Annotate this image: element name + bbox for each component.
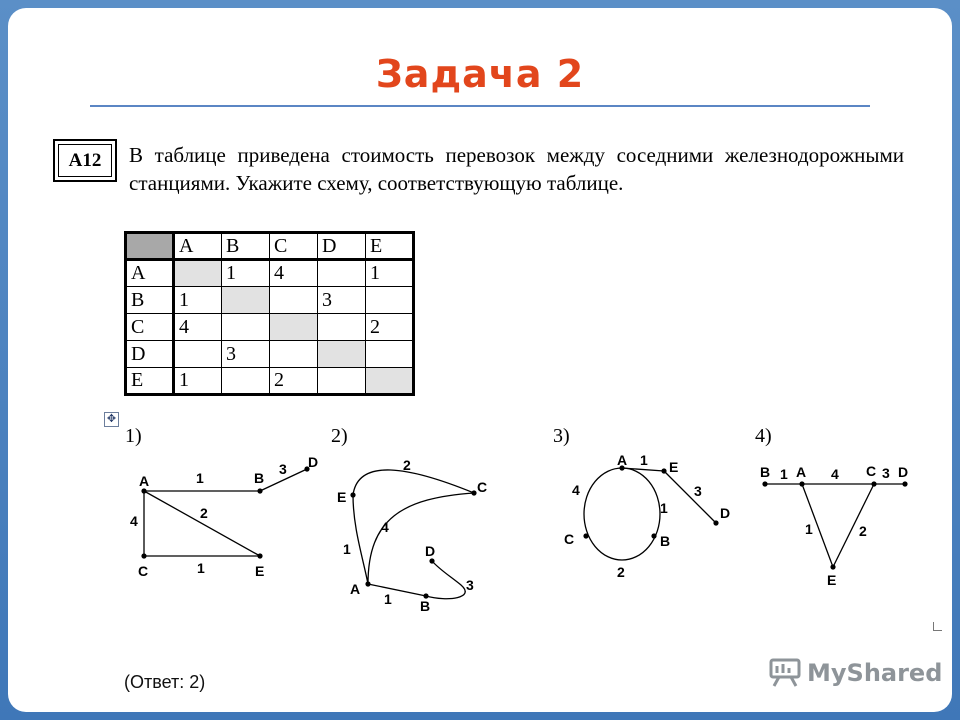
graph-edge [622, 468, 664, 471]
edge-weight: 2 [617, 564, 625, 580]
table-cell: 2 [270, 368, 318, 395]
edge-weight: 4 [130, 513, 138, 529]
graph-node [429, 558, 434, 563]
table-cell: 4 [270, 260, 318, 287]
table-cell: 3 [318, 287, 366, 314]
slide [8, 8, 952, 712]
scheme-option-4[interactable] [755, 425, 908, 588]
node-label: D [720, 505, 731, 521]
option-number: 1) [125, 425, 142, 447]
graph-edge [833, 484, 874, 567]
answer-text: (Ответ: 2) [124, 672, 206, 692]
edge-weight: 2 [859, 523, 867, 539]
logo-text: MyShared [807, 659, 943, 687]
edge-weight: 1 [780, 466, 788, 482]
table-row-header: A [126, 260, 174, 287]
edge-weight: 4 [572, 482, 580, 498]
option-number: 2) [331, 425, 348, 447]
edge-weight: 1 [384, 591, 392, 607]
graph-edge [368, 584, 426, 596]
table-row-header: E [126, 368, 174, 395]
task-text: В таблице приведена стоимость перевозок между соседними железнодорожными станциями. Укажите схему, соответствующую таблице. [129, 143, 904, 195]
table-cell: 1 [222, 260, 270, 287]
node-label: C [866, 463, 877, 479]
edge-weight: 1 [805, 521, 813, 537]
table-col-header: E [366, 233, 414, 260]
table-row-header: B [126, 287, 174, 314]
node-label: E [669, 459, 679, 475]
node-label: B [760, 464, 771, 480]
option-number: 3) [553, 425, 570, 447]
table-cell: 1 [174, 368, 222, 395]
table-cell: 3 [222, 341, 270, 368]
node-label: B [660, 533, 671, 549]
node-label: B [254, 470, 265, 486]
table-col-header: D [318, 233, 366, 260]
graph-node [762, 481, 767, 486]
node-label: C [138, 563, 149, 579]
graph-node [871, 481, 876, 486]
graph-node [141, 488, 146, 493]
graph-edge [368, 493, 474, 584]
table-cell: 2 [366, 314, 414, 341]
graph-node [583, 533, 588, 538]
node-label: B [420, 598, 431, 614]
node-label: E [827, 572, 837, 588]
graph-node [661, 468, 666, 473]
graph-node [257, 488, 262, 493]
graph-node [365, 581, 370, 586]
graph-node [350, 492, 355, 497]
edge-weight: 1 [660, 500, 668, 516]
edge-weight: 1 [640, 452, 648, 468]
table-cell: 1 [366, 260, 414, 287]
node-label: A [139, 473, 150, 489]
node-label: E [255, 563, 265, 579]
node-label: C [477, 479, 488, 495]
edge-weight: 3 [279, 461, 287, 477]
edge-weight: 3 [466, 577, 474, 593]
node-label: A [350, 581, 361, 597]
table-row-header: C [126, 314, 174, 341]
table-cell: 1 [174, 287, 222, 314]
edge-weight: 1 [197, 560, 205, 576]
move-icon[interactable]: ✥ [104, 412, 119, 427]
node-label: D [308, 454, 319, 470]
table-col-header: C [270, 233, 318, 260]
graph-node [471, 490, 476, 495]
scheme-option-2[interactable] [331, 425, 487, 614]
graph-edge [664, 471, 716, 523]
table-col-header: A [174, 233, 222, 260]
slide-title: Задача 2 [375, 52, 585, 96]
scheme-option-3[interactable] [553, 425, 730, 580]
graph-edge [584, 468, 660, 560]
presentation-board-icon [768, 658, 802, 688]
table-cell: 4 [174, 314, 222, 341]
edge-weight: 1 [196, 470, 204, 486]
graph-edge [144, 491, 260, 556]
graph-node [799, 481, 804, 486]
schemes-svg [8, 8, 952, 712]
edge-weight: 3 [694, 483, 702, 499]
edge-weight: 3 [882, 465, 890, 481]
corner-mark [933, 622, 942, 631]
table-row-header: D [126, 341, 174, 368]
myshared-logo[interactable] [768, 658, 942, 688]
graph-node [830, 564, 835, 569]
node-label: A [796, 464, 807, 480]
graph-edge [353, 470, 474, 495]
node-label: D [898, 464, 909, 480]
graph-node [141, 553, 146, 558]
edge-weight: 4 [831, 466, 839, 482]
option-number: 4) [755, 425, 772, 447]
node-label: D [425, 543, 436, 559]
graph-node [257, 553, 262, 558]
node-label: A [617, 452, 628, 468]
edge-weight: 1 [343, 541, 351, 557]
edge-weight: 2 [200, 505, 208, 521]
edge-weight: 4 [381, 519, 389, 535]
scheme-option-1[interactable] [125, 425, 318, 579]
graph-node [651, 533, 656, 538]
table-col-header: B [222, 233, 270, 260]
node-label: E [337, 489, 347, 505]
graph-edge [426, 561, 465, 599]
graph-node [713, 520, 718, 525]
node-label: C [564, 531, 575, 547]
task-id: A12 [58, 144, 112, 177]
graph-edge [353, 495, 368, 584]
graph-node [902, 481, 907, 486]
edge-weight: 2 [403, 457, 411, 473]
